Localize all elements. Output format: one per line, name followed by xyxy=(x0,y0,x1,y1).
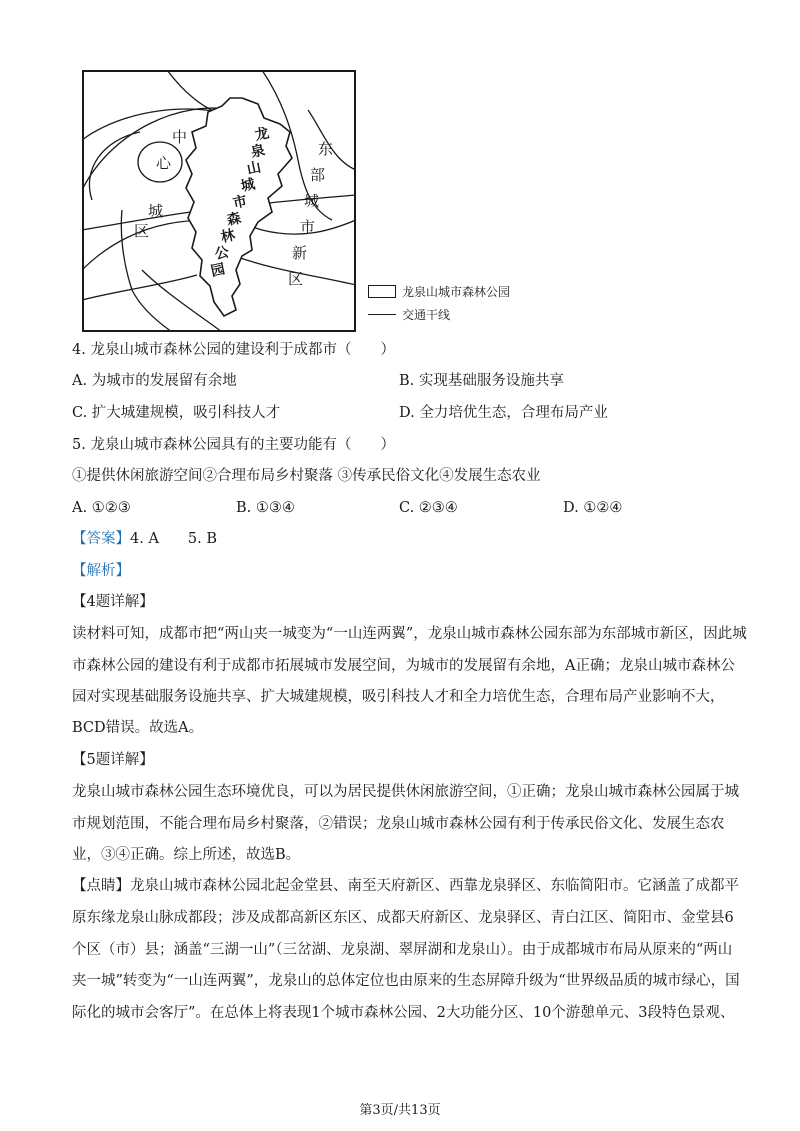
analysis-tag: 【解析】 xyxy=(72,563,130,579)
east-char: 区 xyxy=(288,270,304,288)
park-char: 城 xyxy=(239,176,257,195)
detail-4-line: 读材料可知，成都市把“两山夹一城变为“一山连两翼”，龙泉山城市森林公园东部为东部城市新区，因此城 xyxy=(72,626,747,642)
detail-5-tag: 【5题详解】 xyxy=(72,752,154,768)
map-label-center-mid: 心 xyxy=(156,154,172,172)
q5-option-b: B. ①③④ xyxy=(236,500,295,516)
comment-line: 夹一城”转变为“一山连两翼”，龙泉山的总体定位也由原来的生态屏障升级为“世界级品质的城市绿心，国 xyxy=(72,973,740,989)
map-label-city: 城 xyxy=(148,202,164,220)
detail-4-line: 市森林公园的建设有利于成都市拓展城市发展空间，为城市的发展留有余地，A正确；龙泉山城市森林公 xyxy=(72,658,735,674)
question-4-stem: 4. 龙泉山城市森林公园的建设利于成都市（ ） xyxy=(72,342,395,358)
legend-road-swatch xyxy=(368,314,396,315)
q5-option-c: C. ②③④ xyxy=(399,500,458,516)
detail-5-line: 市规划范围，不能合理布局乡村聚落，②错误；龙泉山城市森林公园有利于传承民俗文化、发展生态农 xyxy=(72,816,725,832)
comment-tag: 【点睛】 xyxy=(72,878,130,894)
detail-4-line: BCD错误。故选A。 xyxy=(72,720,204,736)
comment-line: 际化的城市会客厅”。在总体上将表现1个城市森林公园、2大功能分区、10个游憩单元、3段特色景观、 xyxy=(72,1005,735,1021)
comment-line: 个区（市）县；涵盖“三湖一山”（三岔湖、龙泉湖、翠屏湖和龙泉山）。由于成都城市布局从原来的“两山 xyxy=(72,942,733,958)
east-char: 新 xyxy=(292,244,308,262)
q5-option-d: D. ①②④ xyxy=(563,500,623,516)
detail-5-line: 龙泉山城市森林公园生态环境优良，可以为居民提供休闲旅游空间，①正确；龙泉山城市森林公园属于城 xyxy=(72,784,739,800)
park-char: 森 xyxy=(225,210,243,229)
park-char: 林 xyxy=(219,227,237,246)
park-char: 山 xyxy=(245,159,263,178)
map-label-district: 区 xyxy=(134,222,150,240)
comment-first-line xyxy=(72,876,739,896)
legend-park-label: 龙泉山城市森林公园 xyxy=(402,285,511,299)
detail-5-line: 业，③④正确。综上所述，故选B。 xyxy=(72,847,301,863)
east-char: 城 xyxy=(304,192,320,210)
q4-option-a: A. 为城市的发展留有余地 xyxy=(72,373,237,389)
detail-4-line: 园对实现基础服务设施共享、扩大城建规模，吸引科技人才和全力培优生态，合理布局产业影响不大， xyxy=(72,689,725,705)
question-5-items: ①提供休闲旅游空间②合理布局乡村聚落 ③传承民俗文化④发展生态农业 xyxy=(72,468,541,484)
comment-line: 龙泉山城市森林公园北起金堂县、南至天府新区、西靠龙泉驿区、东临简阳市。它涵盖了成都平 xyxy=(130,878,739,894)
park-char: 公 xyxy=(213,244,231,263)
answer-tag: 【答案】 xyxy=(72,531,130,547)
park-char: 龙 xyxy=(253,125,271,144)
question-5-stem: 5. 龙泉山城市森林公园具有的主要功能有（ ） xyxy=(72,437,395,453)
q4-option-b: B. 实现基础服务设施共享 xyxy=(399,373,564,389)
park-char: 泉 xyxy=(249,142,267,161)
east-char: 部 xyxy=(310,166,326,184)
q4-option-c: C. 扩大城建规模，吸引科技人才 xyxy=(72,405,281,421)
park-char: 市 xyxy=(231,193,249,212)
legend-road-label: 交通干线 xyxy=(402,308,451,322)
east-char: 东 xyxy=(318,140,334,158)
q4-option-d: D. 全力培优生态，合理布局产业 xyxy=(399,405,608,421)
forest-park-map xyxy=(82,70,356,332)
page-footer: 第3页/共13页 xyxy=(359,1103,441,1118)
detail-4-tag: 【4题详解】 xyxy=(72,594,154,610)
q5-option-a: A. ①②③ xyxy=(72,500,131,516)
map-label-center-top: 中 xyxy=(172,128,188,146)
answer-text: 4. A 5. B xyxy=(130,531,218,547)
comment-line: 原东缘龙泉山脉成都段；涉及成都高新区东区、成都天府新区、龙泉驿区、青白江区、简阳市、金堂县6 xyxy=(72,910,734,926)
east-char: 市 xyxy=(300,218,316,236)
park-char: 园 xyxy=(209,261,227,280)
answer-line xyxy=(72,529,217,549)
legend-park-swatch xyxy=(368,285,396,298)
